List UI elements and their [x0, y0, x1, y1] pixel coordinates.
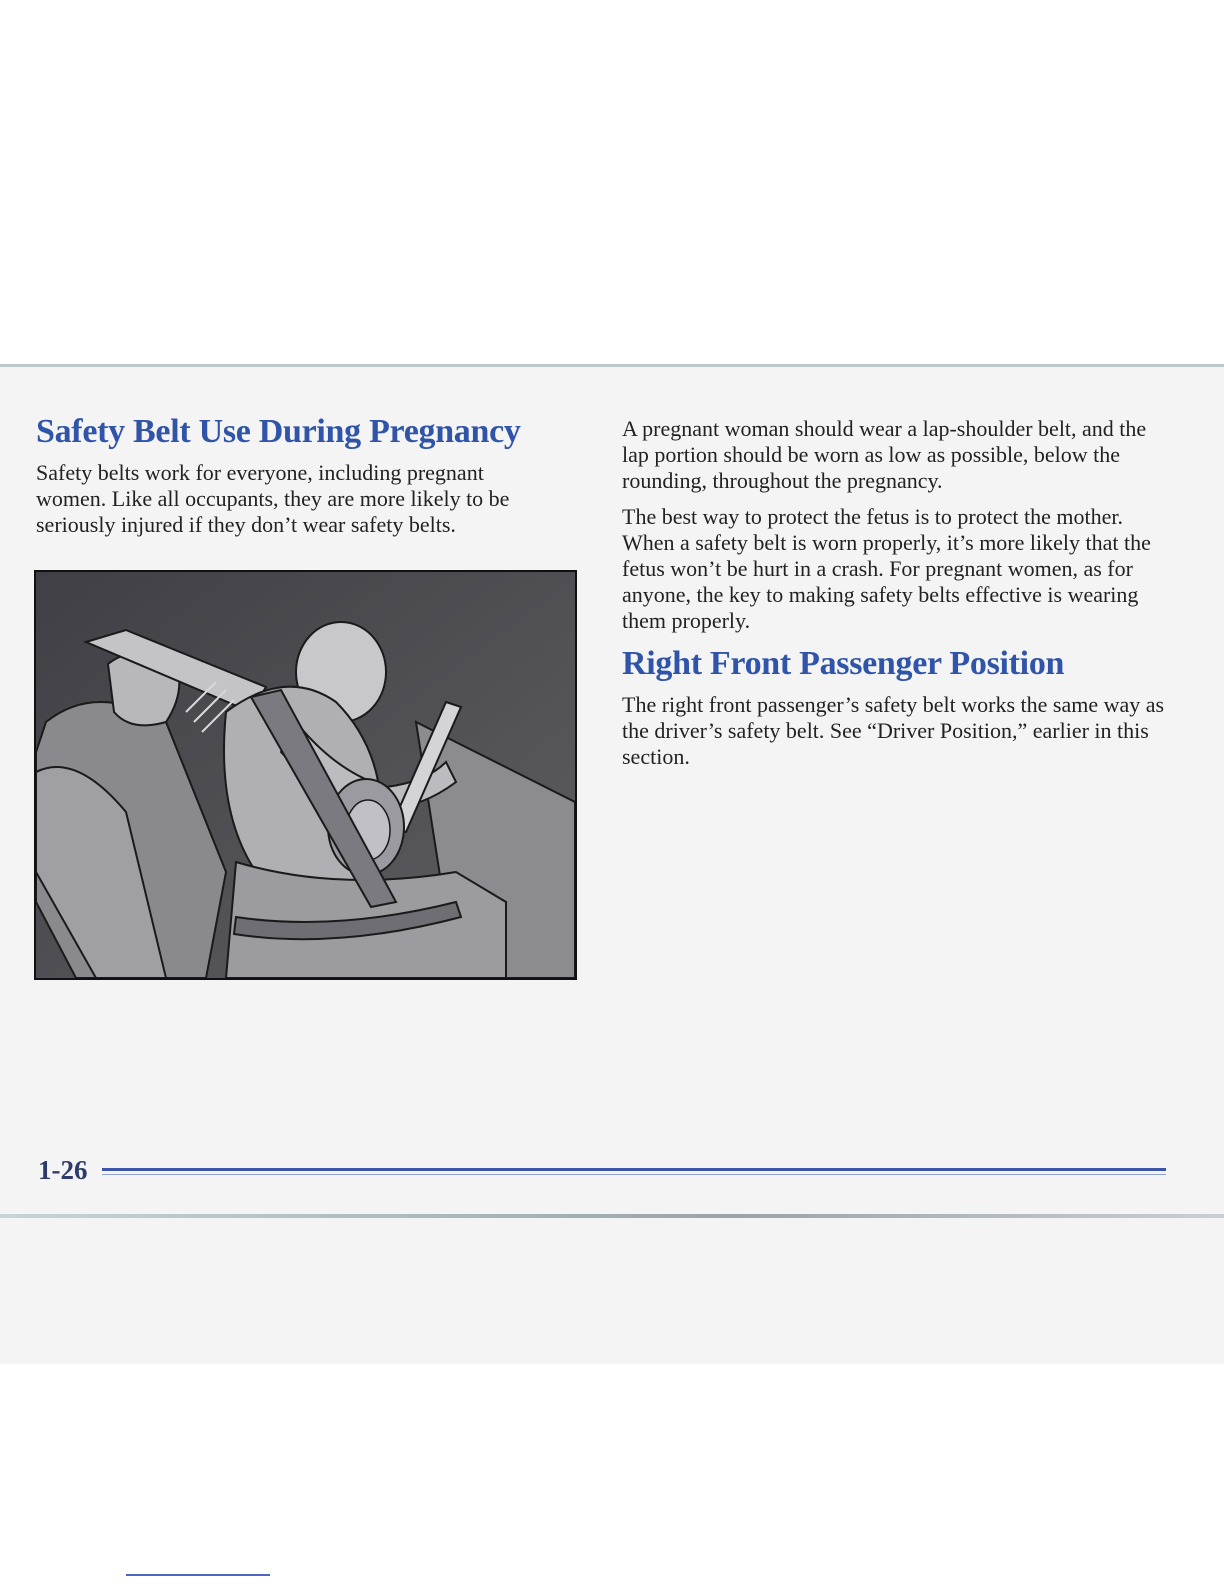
- page-footer: [38, 1152, 1166, 1188]
- footer-rule: [102, 1168, 1166, 1171]
- right-front-passenger-paragraph: The right front passenger’s safety belt works the same way as the driver’s safety belt. See “Driver Position,” earlier in this section.: [622, 692, 1165, 769]
- bottom-underline-mark: [126, 1574, 270, 1576]
- footer-rule-secondary: [102, 1174, 1166, 1175]
- protect-fetus-paragraph: The best way to protect the fetus is to protect the mother. When a safety belt is worn properly, it’s more likely that the fetus won’t be hurt in a crash. For pregnant women, as for anyone, the key to making safety belts effective is wearing them properly.: [622, 504, 1151, 633]
- top-divider: [0, 364, 1224, 367]
- bottom-divider: [0, 1214, 1224, 1218]
- pregnancy-section-heading: Safety Belt Use During Pregnancy: [36, 413, 521, 450]
- pregnant-occupant-illustration: [34, 570, 577, 980]
- lap-shoulder-belt-paragraph: A pregnant woman should wear a lap-shoulder belt, and the lap portion should be worn as low as possible, below the rounding, throughout the pregnancy.: [622, 416, 1147, 493]
- right-column: [622, 416, 1172, 780]
- page-number: 1-26: [38, 1155, 88, 1185]
- right-front-passenger-heading: Right Front Passenger Position: [622, 645, 1065, 682]
- left-column: [36, 412, 556, 548]
- pregnancy-intro-paragraph: Safety belts work for everyone, including pregnant women. Like all occupants, they are more likely to be seriously injured if they don’t wear safety belts.: [36, 460, 510, 537]
